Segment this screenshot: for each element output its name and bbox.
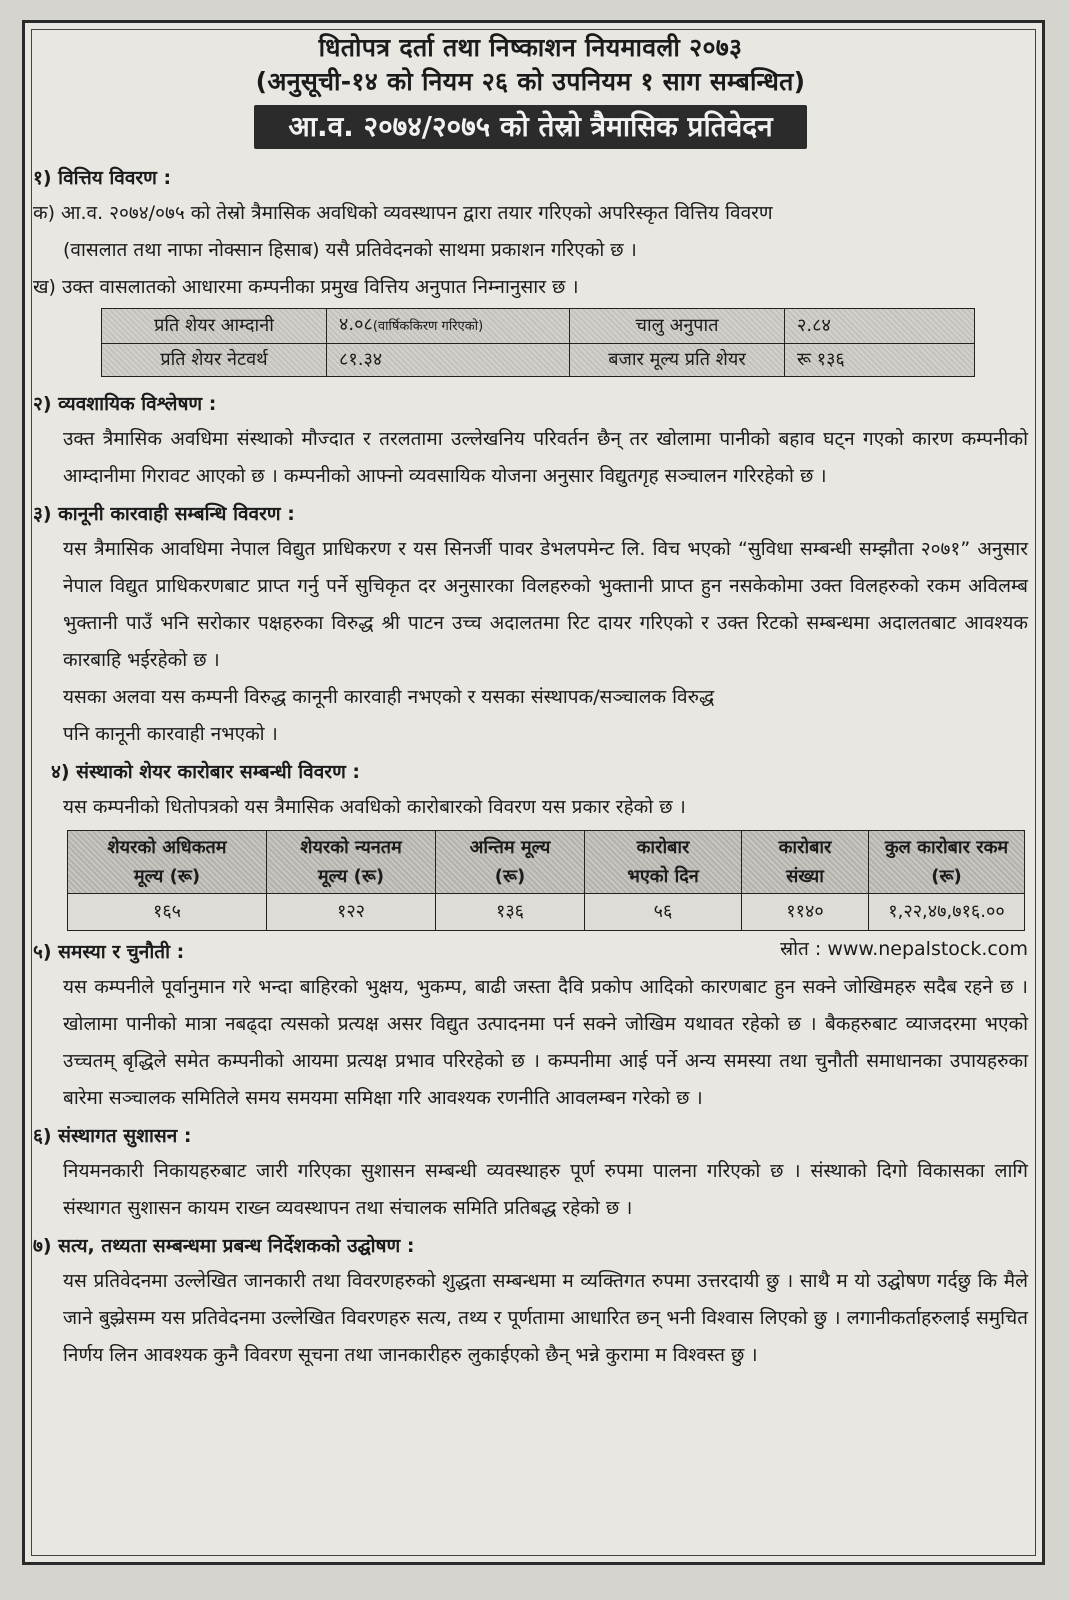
ratio-row-2 xyxy=(102,344,975,377)
schedule-subtitle: (अनुसूची-१४ को नियम २६ को उपनियम १ साग सम्बन्धित) xyxy=(255,67,806,96)
col-total-amount-l2: (रू) xyxy=(931,866,962,887)
regulation-title: धितोपत्र दर्ता तथा निष्काशन नियमावली २०७३ xyxy=(318,33,743,62)
col-trading-days xyxy=(585,831,742,894)
max-price-value: १६५ xyxy=(68,894,267,931)
ratio-table xyxy=(101,308,975,377)
eps-cell xyxy=(327,309,570,344)
financial-item-kha: ख) उक्त वासलातको आधारमा कम्पनीका प्रमुख वित्तिय अनुपात निम्नानुसार छ । xyxy=(33,276,579,298)
col-max-price-l2: मूल्य (रू) xyxy=(133,866,201,887)
current-ratio-label: चालु अनुपात xyxy=(570,309,785,344)
section-declaration-title: ७) सत्य, तथ्यता सम्बन्धमा प्रबन्ध निर्देशकको उद्घोषण : xyxy=(33,1235,415,1257)
current-ratio-value: २.८४ xyxy=(785,309,975,344)
total-amount-value: १,२२,४७,७१६.०० xyxy=(869,894,1025,931)
col-max-price xyxy=(68,831,267,894)
col-total-amount-l1: कुल कारोबार रकम xyxy=(884,837,1009,858)
col-min-price-l1: शेयरको न्यनतम xyxy=(300,837,402,858)
challenges-text: यस कम्पनीले पूर्वानुमान गरे भन्दा बाहिरको भुक्षय, भुकम्प, बाढी जस्ता दैवि प्रकोप आदिको कारणबाट हुन सक्ने जोखिमहरु सदैब रहने छ । खोलामा पानीको मात्रा नबढ्दा त्यसको प्रत्यक्ष असर विद्युत उत्पादनमा पर्न सक्ने जोखिम यथावत रहेको छ । बैकहरुबाट व्याजदरमा भएको उच्चतम् बृद्धिले समेत कम्पनीको आयमा प्रत्यक्ष प्रभाव परिरहेको छ । कम्पनीमा आई पर्ने अन्य समस्या तथा चुनौती समाधानका उपायहरुका बारेमा सञ्चालक समितिले समय समयमा समिक्षा गरि आवश्यक रणनीति आवलम्बन गरेको छ । xyxy=(63,976,1028,1109)
col-closing-price xyxy=(436,831,585,894)
data-source: स्रोत : www.nepalstock.com xyxy=(780,938,1028,960)
closing-price-value: १३६ xyxy=(436,894,585,931)
declaration-text: यस प्रतिवेदनमा उल्लेखित जानकारी तथा विवरणहरुको शुद्धता सम्बन्धमा म व्यक्तिगत रुपमा उत्तरदायी छु । साथै म यो उद्घोषण गर्दछु कि मैले जाने बुझ्रेसम्म यस प्रतिवेदनमा उल्लेखित विवरणहरु सत्य, तथ्य र पूर्णतामा आधारित छन् भनी विश्वास लिएको छु । लगानीकर्ताहरुलाई समुचित निर्णय लिन आवश्यक कुनै विवरण सूचना तथा जानकारीहरु लुकाईएको छैन् भन्ने कुरामा म विश्वस्त छु । xyxy=(63,1270,1028,1366)
financial-item-ka: क) आ.व. २०७४/०७५ को तेस्रो त्रैमासिक अवधिको व्यवस्थापन द्वारा तयार गरिएको अपरिस्कृत वित्तिय विवरण xyxy=(33,202,773,224)
col-trading-days-l1: कारोबार xyxy=(636,837,690,858)
section-governance-title: ६) संस्थागत सुशासन : xyxy=(33,1125,192,1147)
legal-text-1: यस त्रैमासिक आवधिमा नेपाल विद्युत प्राधिकरण र यस सिनर्जी पावर डेभलपमेन्ट लि. विच भएको “सुविधा सम्बन्धी सम्झौता २०७१” अनुसार नेपाल विद्युत प्राधिकरणबाट प्राप्त गर्नु पर्ने सुचिकृत दर अनुसारका विलहरुको भुक्तानी प्राप्त हुन नसकेकोमा उक्त विलहरुको रकम अविलम्ब भुक्तानी पाउँ भनि सरोकार पक्षहरुका विरुद्ध श्री पाटन उच्च अदालतमा रिट दायर गरिएको र उक्त रिटको सम्बन्धमा अदालतबाट आवश्यक कारबाहि भईरहेको छ । xyxy=(63,538,1028,671)
report-banner-wrap xyxy=(33,105,1028,149)
share-table-header-row xyxy=(68,831,1025,894)
col-min-price-l2: मूल्य (रू) xyxy=(317,866,385,887)
col-closing-price-l2: (रू) xyxy=(494,866,526,887)
trading-days-value: ५६ xyxy=(585,894,742,931)
financial-item-ka-cont: (वासलात तथा नाफा नोक्सान हिसाब) यसै प्रतिवेदनको साथमा प्रकाशन गरिएको छ । xyxy=(63,239,637,261)
col-transactions-l2: संख्या xyxy=(786,866,824,887)
col-max-price-l1: शेयरको अधिकतम xyxy=(107,837,227,858)
legal-text-2: यसका अलवा यस कम्पनी विरुद्ध कानूनी कारवाही नभएको र यसका संस्थापक/सञ्चालक विरुद्ध xyxy=(63,686,715,708)
notice-content xyxy=(33,31,1028,1374)
networth-value: ८१.३४ xyxy=(327,344,570,377)
eps-label: प्रति शेयर आम्दानी xyxy=(102,309,327,344)
report-banner: आ.व. २०७४/२०७५ को तेस्रो त्रैमासिक प्रतिवेदन xyxy=(254,105,806,149)
section-challenges-title: ५) समस्या र चुनौती : xyxy=(33,941,185,963)
col-total-amount xyxy=(869,831,1025,894)
share-table-data-row xyxy=(68,894,1025,931)
eps-value: ४.०८ xyxy=(339,314,373,335)
networth-label: प्रति शेयर नेटवर्थ xyxy=(102,344,327,377)
section-share-trading-title: ४) संस्थाको शेयर कारोबार सम्बन्धी विवरण : xyxy=(51,761,361,783)
governance-text: नियमनकारी निकायहरुबाट जारी गरिएका सुशासन सम्बन्धी व्यवस्थाहरु पूर्ण रुपमा पालना गरिएको छ । संस्थाको दिगो विकासका लागि संस्थागत सुशासन कायम राख्न व्यवस्थापन तथा संचालक समिति प्रतिबद्ध रहेको छ । xyxy=(63,1160,1028,1219)
eps-note: (वार्षिककिरण गरिएको) xyxy=(372,319,484,334)
col-trading-days-l2: भएको दिन xyxy=(627,866,699,887)
share-trading-table xyxy=(67,830,1025,931)
section-business-title: २) व्यवशायिक विश्लेषण : xyxy=(33,393,217,415)
legal-text-3: पनि कानूनी कारवाही नभएको । xyxy=(63,723,278,745)
market-price-value: रू १३६ xyxy=(785,344,975,377)
transactions-value: ११४० xyxy=(742,894,869,931)
market-price-label: बजार मूल्य प्रति शेयर xyxy=(570,344,785,377)
col-min-price xyxy=(267,831,436,894)
share-trading-intro: यस कम्पनीको धितोपत्रको यस त्रैमासिक अवधिको कारोबारको विवरण यस प्रकार रहेको छ । xyxy=(63,796,686,818)
col-closing-price-l1: अन्तिम मूल्य xyxy=(469,837,551,858)
section-legal-title: ३) कानूनी कारवाही सम्बन्धि विवरण : xyxy=(33,503,295,525)
col-transactions-l1: कारोबार xyxy=(778,837,832,858)
col-transactions xyxy=(742,831,869,894)
section-financial-title: १) वित्तिय विवरण : xyxy=(33,167,172,189)
notice-page xyxy=(22,20,1045,1565)
business-analysis-text: उक्त त्रैमासिक अवधिमा संस्थाको मौज्दात र तरलतामा उल्लेखनिय परिवर्तन छैन् तर खोलामा पानीको बहाव घट्न गएको कारण कम्पनीको आम्दानीमा गिरावट आएको छ । कम्पनीको आफ्नो व्यवसायिक योजना अनुसार विद्युतगृह सञ्चालन गरिरहेको छ । xyxy=(63,428,1028,487)
ratio-row-1 xyxy=(102,309,975,344)
min-price-value: १२२ xyxy=(267,894,436,931)
